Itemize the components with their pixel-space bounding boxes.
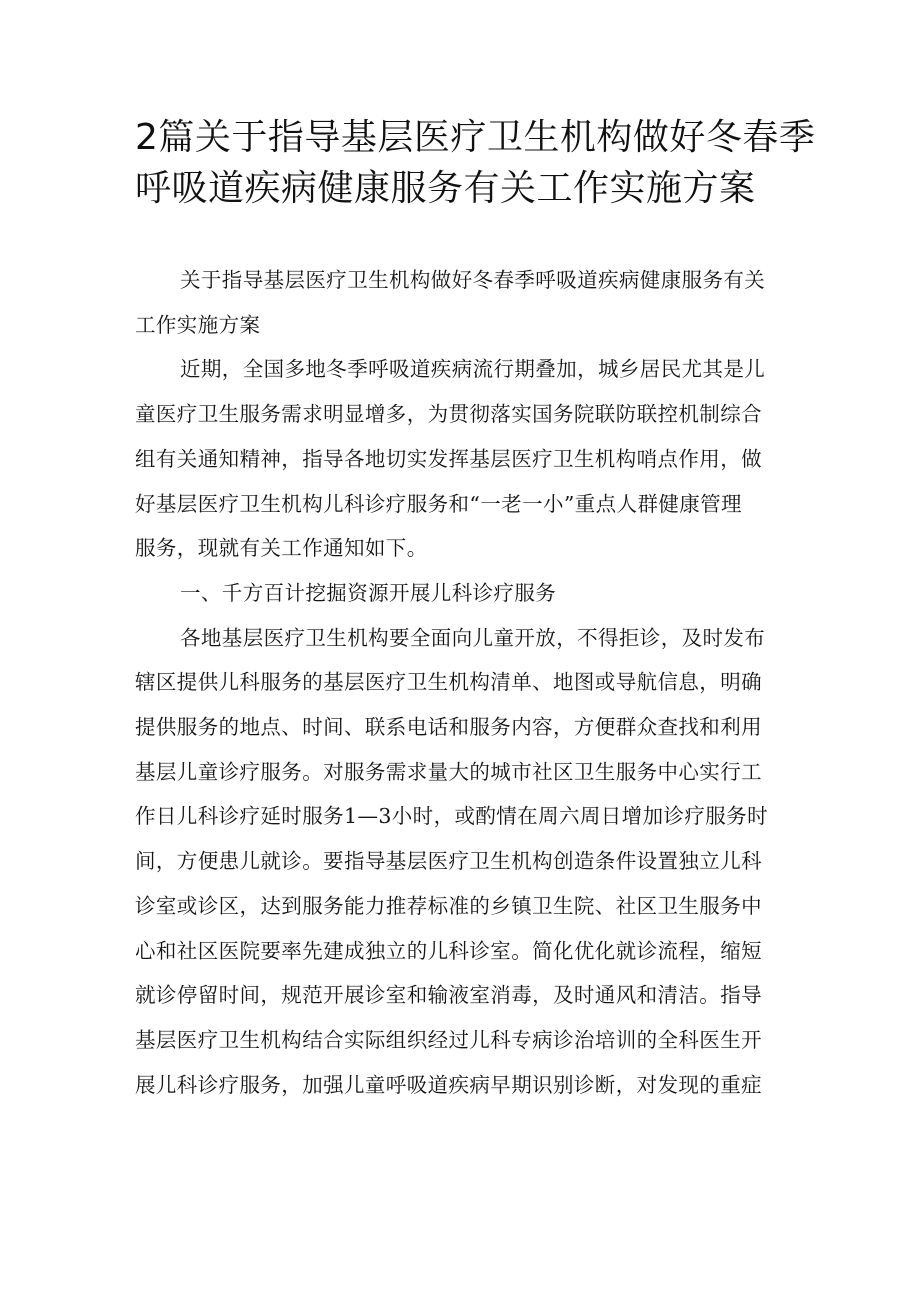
text-line: 就诊停留时间，规范开展诊室和输液室消毒，及时通风和清洁。指导 <box>135 983 762 1008</box>
title-line: 呼吸道疾病健康服务有关工作实施方案 <box>135 168 756 209</box>
document-title <box>135 112 815 214</box>
text-line: 工作实施方案 <box>135 312 261 337</box>
text-line: 组有关通知精神，指导各地切实发挥基层医疗卫生机构哨点作用，做 <box>135 446 762 471</box>
title-line: 2篇关于指导基层医疗卫生机构做好冬春季 <box>135 117 816 158</box>
text-line: 服务，现就有关工作通知如下。 <box>135 536 428 561</box>
paragraph-section-1 <box>135 616 795 1108</box>
text-line: 好基层医疗卫生机构儿科诊疗服务和“一老一小”重点人群健康管理 <box>135 491 742 516</box>
text-line: 提供服务的地点、时间、联系电话和服务内容，方便群众查找和利用 <box>135 715 762 740</box>
text-line: 各地基层医疗卫生机构要全面向儿童开放，不得拒诊，及时发布 <box>180 625 766 650</box>
section-heading <box>135 571 795 616</box>
text-line: 间，方便患儿就诊。要指导基层医疗卫生机构创造条件设置独立儿科 <box>135 849 762 874</box>
document-body <box>135 258 795 1107</box>
text-line: 基层儿童诊疗服务。对服务需求量大的城市社区卫生服务中心实行工 <box>135 759 762 784</box>
paragraph-intro <box>135 347 795 571</box>
text-line: 基层医疗卫生机构结合实际组织经过儿科专病诊治培训的全科医生开 <box>135 1027 762 1052</box>
text-line: 作日儿科诊疗延时服务1—3小时，或酌情在周六周日增加诊疗服务时 <box>135 804 768 829</box>
paragraph-subtitle <box>135 258 795 347</box>
text-line: 展儿科诊疗服务，加强儿童呼吸道疾病早期识别诊断，对发现的重症 <box>135 1072 762 1097</box>
text-line: 一、千方百计挖掘资源开展儿科诊疗服务 <box>180 580 557 605</box>
text-line: 心和社区医院要率先建成独立的儿科诊室。简化优化就诊流程，缩短 <box>135 938 762 963</box>
text-line: 近期，全国多地冬季呼吸道疾病流行期叠加，城乡居民尤其是儿 <box>180 357 766 382</box>
text-line: 关于指导基层医疗卫生机构做好冬春季呼吸道疾病健康服务有关 <box>180 268 766 292</box>
text-line: 诊室或诊区，达到服务能力推荐标准的乡镇卫生院、社区卫生服务中 <box>135 893 762 918</box>
text-line: 童医疗卫生服务需求明显增多，为贯彻落实国务院联防联控机制综合 <box>135 402 762 427</box>
text-line: 辖区提供儿科服务的基层医疗卫生机构清单、地图或导航信息，明确 <box>135 670 762 695</box>
